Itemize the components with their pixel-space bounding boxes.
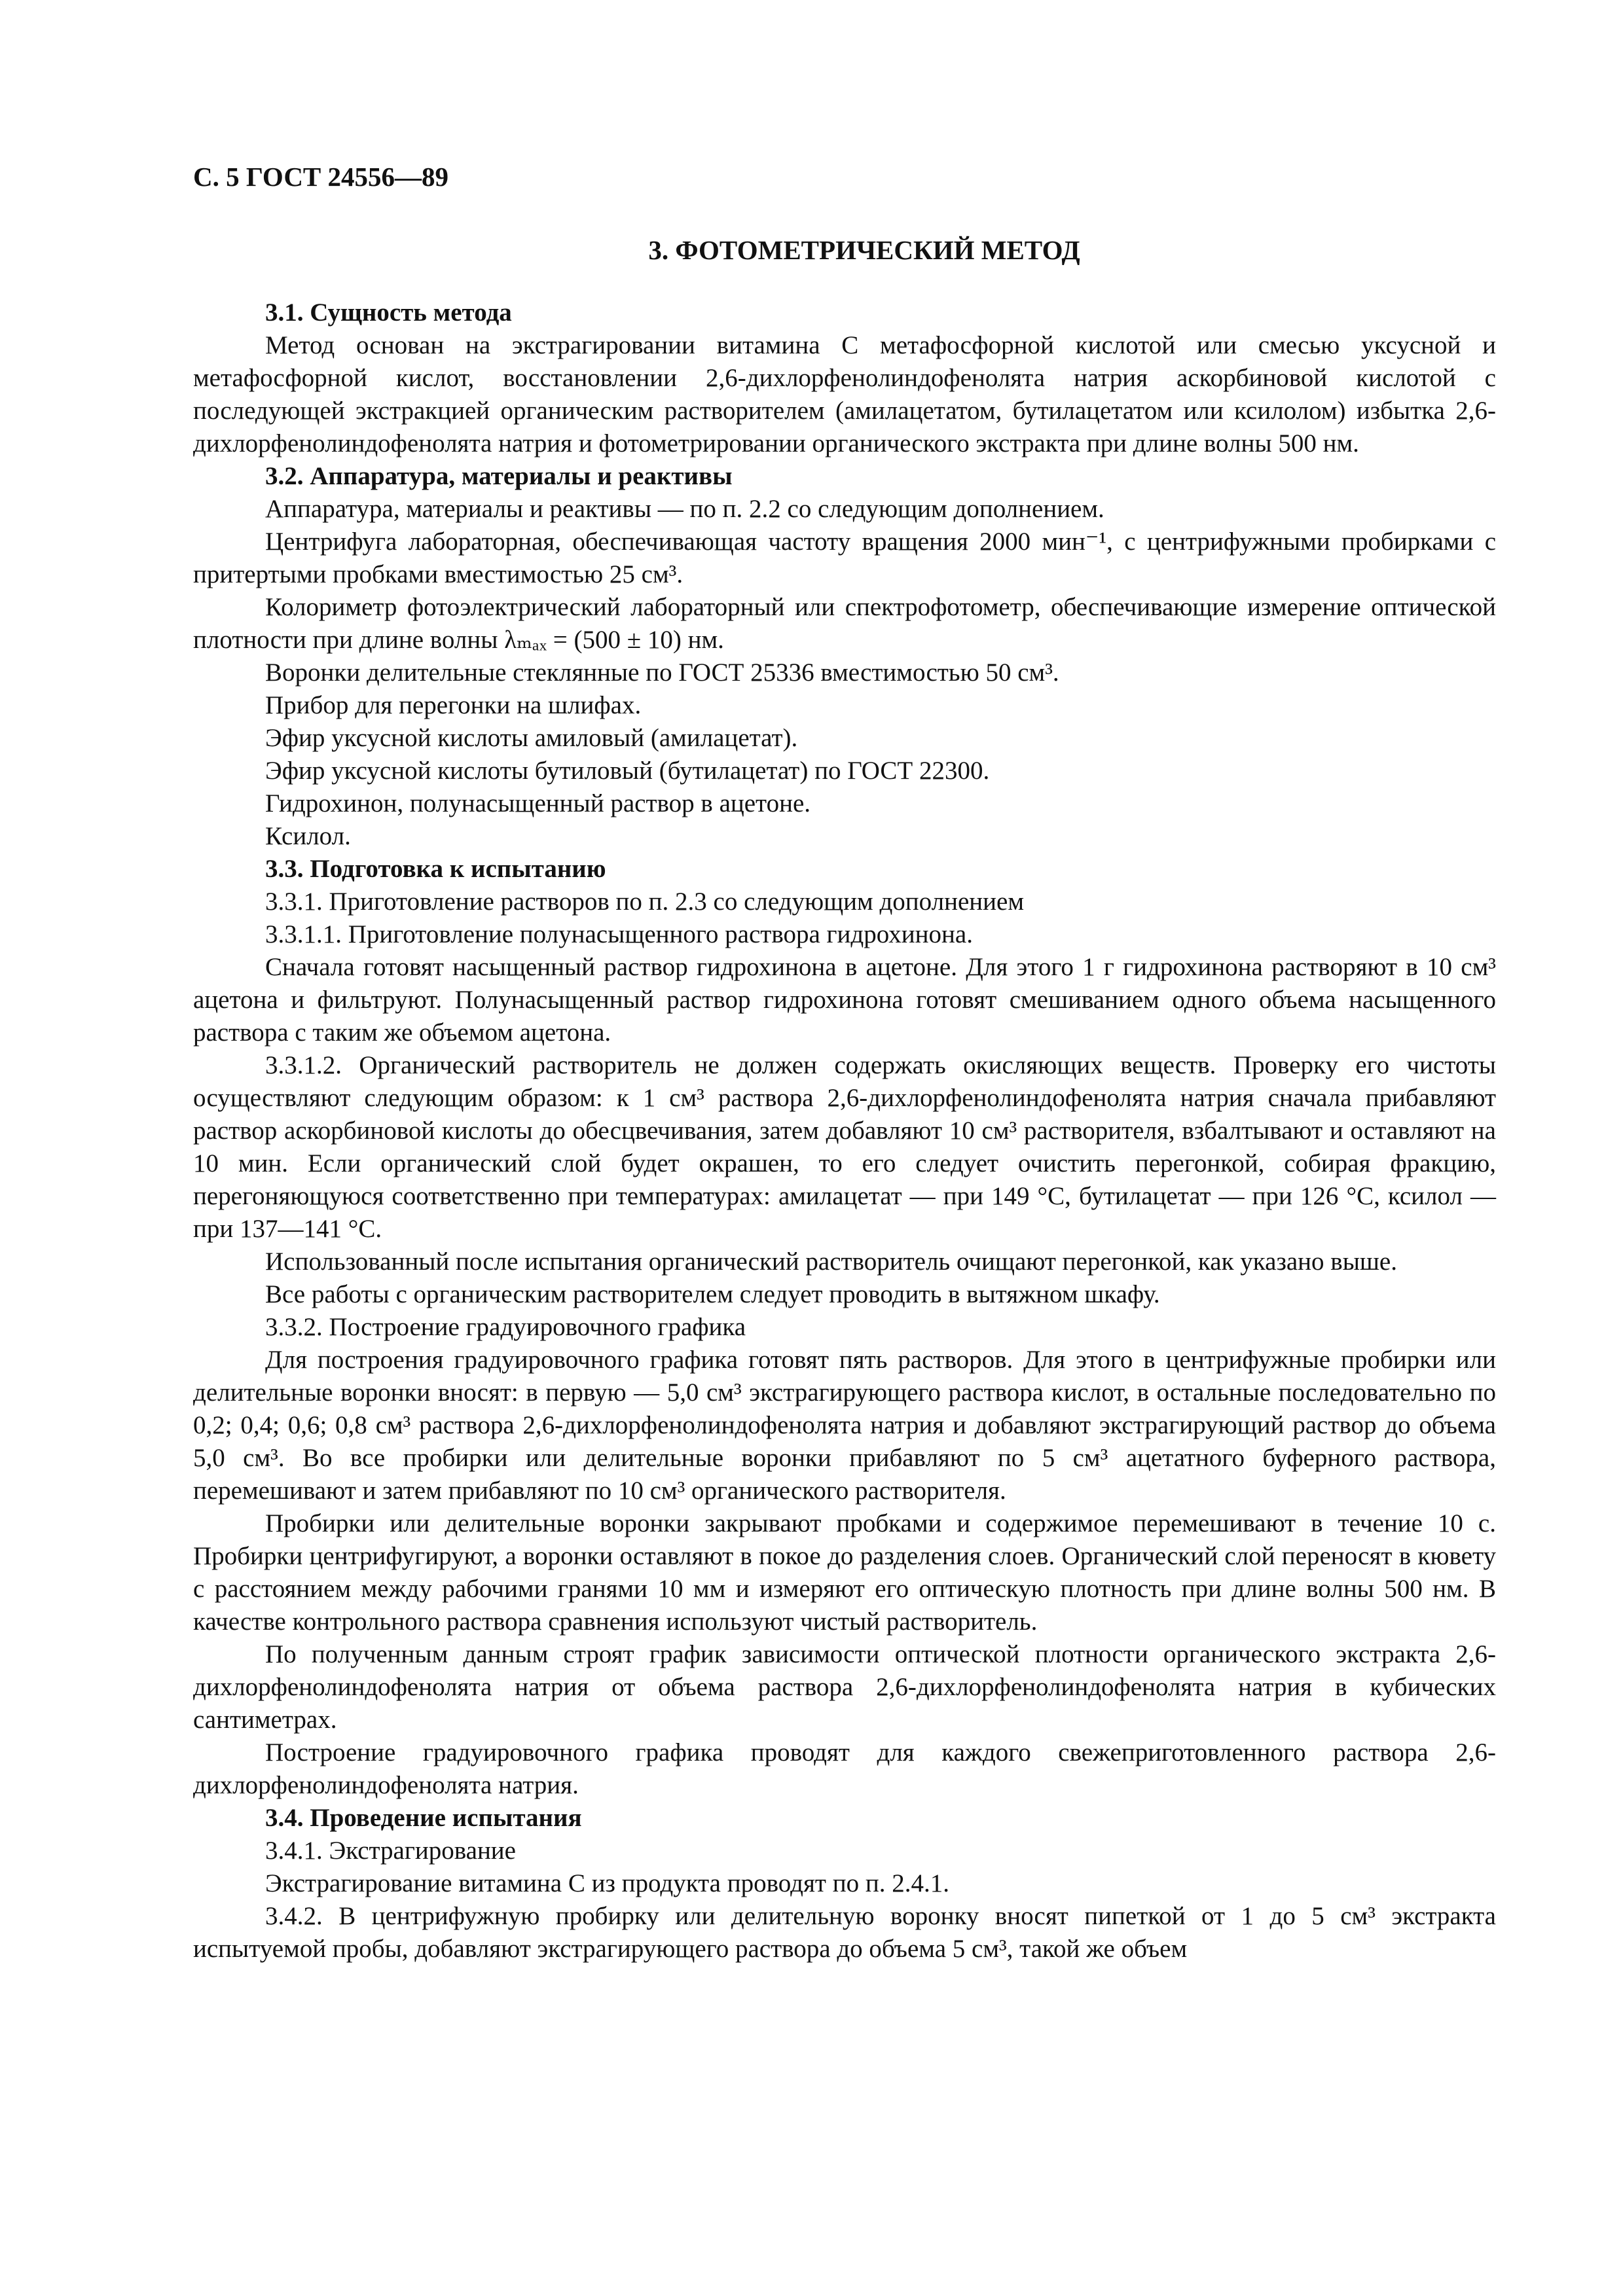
paragraph: Пробирки или делительные воронки закрывают пробками и содержимое перемешивают в течение 10 с. Пробирки центрифугируют, а воронки оставляют в покое до разделения слоев. Органический слой переносят в кювету с расстоянием между рабочими гранями 10 мм и измеряют его оптическую плотность при длине волны 500 нм. В качестве контрольного раствора сравнения используют чистый растворитель.	[193, 1509, 1496, 1636]
paragraph: Гидрохинон, полунасыщенный раствор в ацетоне.	[265, 789, 811, 817]
paragraph: Эфир уксусной кислоты амиловый (амилацетат).	[265, 724, 798, 752]
paragraph: 3.3.1. Приготовление растворов по п. 2.3 со следующим дополнением	[265, 888, 1025, 916]
paragraph: Все работы с органическим растворителем следует проводить в вытяжном шкафу.	[265, 1280, 1160, 1308]
paragraph: По полученным данным строят график зависимости оптической плотности органического экстракта 2,6-дихлорфенолиндофенолята натрия от объема раствора 2,6-дихлорфенолиндофенолята натрия в кубических сантиметрах.	[193, 1640, 1496, 1734]
paragraph: Воронки делительные стеклянные по ГОСТ 25336 вместимостью 50 см³.	[265, 658, 1059, 687]
paragraph: 3.3.1.2. Органический растворитель не должен содержать окисляющих веществ. Проверку его чистоты осуществляют следующим образом: к 1 см³ раствора 2,6-дихлорфенолиндофенолята натрия сначала прибавляют раствор аскорбиновой кислоты до обесцвечивания, затем добавляют 10 см³ растворителя, взбалтывают и оставляют на 10 мин. Если органический слой будет окрашен, то его следует очистить перегонкой, собирая фракцию, перегоняющуюся соответственно при температурах: амилацетат — при 149 °С, бутилацетат — при 126 °С, ксилол — при 137—141 °С.	[193, 1051, 1496, 1243]
subsection-heading: 3.2. Аппаратура, материалы и реактивы	[265, 462, 733, 490]
paragraph: Для построения градуировочного графика готовят пять растворов. Для этого в центрифужные пробирки или делительные воронки вносят: в первую — 5,0 см³ экстрагирующего раствора кислот, в остальные последовательно по 0,2; 0,4; 0,6; 0,8 см³ раствора 2,6-дихлорфенолиндофенолята натрия и добавляют экстрагирующий раствор до объема 5,0 см³. Во все пробирки или делительные воронки прибавляют по 5 см³ ацетатного буферного раствора, перемешивают и затем прибавляют по 10 см³ органического растворителя.	[193, 1346, 1496, 1505]
paragraph: Прибор для перегонки на шлифах.	[265, 691, 642, 719]
paragraph: Аппаратура, материалы и реактивы — по п. 2.2 со следующим дополнением.	[265, 495, 1104, 523]
paragraph: Эфир уксусной кислоты бутиловый (бутилацетат) по ГОСТ 22300.	[265, 757, 990, 785]
paragraph: Построение градуировочного графика проводят для каждого свежеприготовленного раствора 2,6-дихлорфенолиндофенолята натрия.	[193, 1738, 1496, 1799]
paragraph: Метод основан на экстрагировании витамина С метафосфорной кислотой или смесью уксусной и метафосфорной кислот, восстановлении 2,6-дихлорфенолиндофенолята натрия аскорбиновой кислотой с последующей экстракцией органическим растворителем (амилацетатом, бутилацетатом или ксилолом) избытка 2,6-дихлорфенолиндофенолята натрия и фотометрировании органического экстракта при длине волны 500 нм.	[193, 331, 1496, 457]
subsection-heading: 3.3. Подготовка к испытанию	[265, 855, 606, 883]
paragraph: 3.3.2. Построение градуировочного графика	[265, 1313, 746, 1341]
paragraph: Сначала готовят насыщенный раствор гидрохинона в ацетоне. Для этого 1 г гидрохинона растворяют в 10 см³ ацетона и фильтруют. Полунасыщенный раствор гидрохинона готовят смешиванием одного объема насыщенного раствора с таким же объемом ацетона.	[193, 953, 1496, 1047]
paragraph: Экстрагирование витамина С из продукта проводят по п. 2.4.1.	[265, 1869, 949, 1897]
running-head: С. 5 ГОСТ 24556—89	[193, 162, 449, 192]
paragraph: 3.3.1.1. Приготовление полунасыщенного раствора гидрохинона.	[265, 920, 973, 948]
document-page	[193, 160, 1496, 1965]
paragraph: 3.4.1. Экстрагирование	[265, 1837, 516, 1865]
paragraph: Центрифуга лабораторная, обеспечивающая частоту вращения 2000 мин⁻¹, с центрифужными пробирками с притертыми пробками вместимостью 25 см³.	[193, 528, 1496, 588]
paragraph: Использованный после испытания органический растворитель очищают перегонкой, как указано выше.	[265, 1247, 1397, 1276]
paragraph: Ксилол.	[265, 822, 351, 850]
subsection-heading: 3.1. Сущность метода	[265, 298, 512, 327]
section-title: 3. ФОТОМЕТРИЧЕСКИЙ МЕТОД	[648, 235, 1080, 265]
paragraph: Колориметр фотоэлектрический лабораторный или спектрофотометр, обеспечивающие измерение оптической плотности при длине волны λₘₐₓ = (500 ± 10) нм.	[193, 593, 1496, 654]
paragraph: 3.4.2. В центрифужную пробирку или делительную воронку вносят пипеткой от 1 до 5 см³ экстракта испытуемой пробы, добавляют экстрагирующего раствора до объема 5 см³, такой же объем	[193, 1902, 1496, 1963]
subsection-heading: 3.4. Проведение испытания	[265, 1804, 582, 1832]
